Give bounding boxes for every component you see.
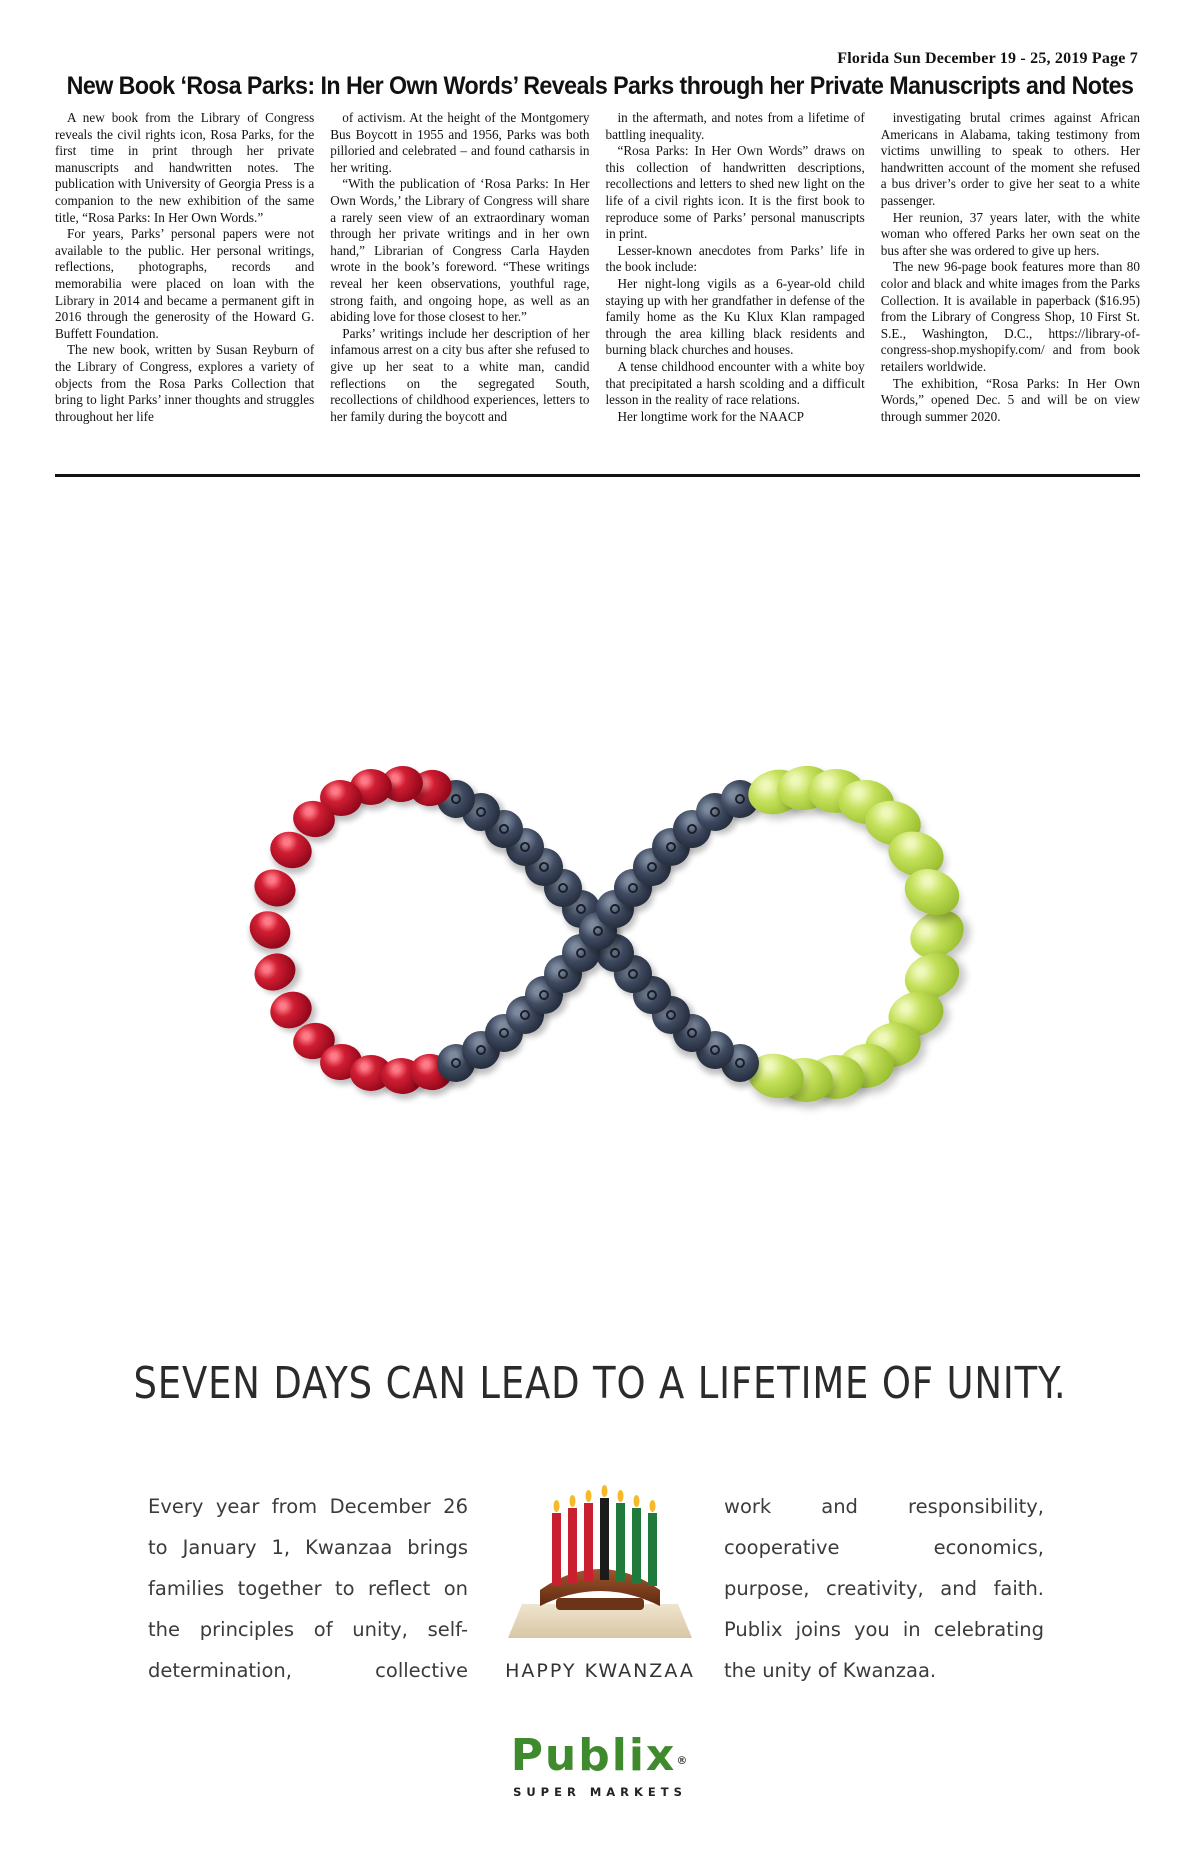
candle-green — [632, 1508, 641, 1584]
article-body — [55, 110, 1140, 425]
paragraph: Her reunion, 37 years later, with the white woman who offered Parks her own seat on the bus after she was ordered to give up hers. — [880, 209, 1140, 258]
candle-green — [616, 1503, 625, 1582]
flame-icon — [554, 1500, 560, 1512]
happy-kwanzaa-text: HAPPY KWANZAA — [505, 1660, 695, 1682]
article-column-1 — [55, 110, 314, 425]
paragraph: “With the publication of ‘Rosa Parks: In Her Own Words,’ the Library of Congress will share a rarely seen view of an extraordinary woman through her private writings and in her own hand,” Librarian of Congress Carla Hayden wrote in the book’s foreword. “These writings reveal her keen observations, youthful rage, strong faith, and ongoing hope, as well as an abiding love for those closest to her.” — [330, 176, 590, 325]
page-folio: Florida Sun December 19 - 25, 2019 Page 7 — [837, 50, 1138, 67]
paragraph: For years, Parks’ personal papers were not available to the public. Her personal writings, reflections, photographs, records and memorabilia were placed on loan with the Library in 2014 and became a permanent gift in 2016 through the generosity of the Howard G. Buffett Foundation. — [55, 226, 315, 341]
ad-copy-right: work and responsibility, cooperative economics, purpose, creativity, and faith. Publix joins you in celebrating the unity of Kwanzaa. — [724, 1495, 1044, 1682]
publix-logo-subtitle: SUPER MARKETS — [513, 1785, 687, 1799]
kinara-icon — [500, 1478, 700, 1648]
cranberry — [243, 904, 297, 956]
publix-logo-word: Publix — [510, 1730, 677, 1781]
flame-icon — [618, 1490, 624, 1502]
flame-icon — [570, 1495, 576, 1507]
candle-red — [584, 1503, 593, 1582]
flame-icon — [602, 1485, 608, 1497]
candle-red — [552, 1513, 561, 1586]
paragraph: A tense childhood encounter with a white boy that precipitated a harsh scolding and a difficult lesson in the reality of race relations. — [605, 358, 865, 408]
paragraph: of activism. At the height of the Montgomery Bus Boycott in 1955 and 1956, Parks was both pilloried and celebrated – and found catharsis in her writing. — [330, 110, 590, 175]
article-column-4 — [881, 110, 1140, 425]
candle-red — [568, 1508, 577, 1584]
paragraph: Her longtime work for the NAACP — [617, 408, 804, 424]
candle-green — [648, 1513, 657, 1586]
cranberry — [249, 947, 302, 997]
paragraph: in the aftermath, and notes from a lifetime of battling inequality. — [605, 110, 865, 142]
paragraph: The exhibition, “Rosa Parks: In Her Own Words,” opened Dec. 5 and will be on view through summer 2020. — [880, 375, 1140, 424]
paragraph: Lesser-known anecdotes from Parks’ life in the book include: — [605, 242, 865, 275]
flame-icon — [650, 1500, 656, 1512]
paragraph: investigating brutal crimes against African Americans in Alabama, taking testimony from victims unwilling to speak to others. Her handwritten account of the moment she refused a bus driver’s order to give her seat to a white passenger. — [880, 110, 1140, 208]
registered-mark: ® — [676, 1754, 690, 1767]
article-headline: New Book ‘Rosa Parks: In Her Own Words’ Reveals Parks through her Private Manuscripts and Notes — [66, 72, 1134, 100]
paragraph: Parks’ writings include her description of her infamous arrest on a city bus after she refused to give up her seat to a white man, candid reflections on the segregated South, recollections of childhood experiences, letters to her family during the boycott and — [330, 325, 590, 424]
article-column-3 — [606, 110, 865, 425]
publix-logo — [0, 1730, 1200, 1799]
paragraph: A new book from the Library of Congress reveals the civil rights icon, Rosa Parks, for the first time in print through her private manuscripts and handwritten notes. The publication with University of Georgia Press is a companion to the new exhibition of the same title, “Rosa Parks: In Her Own Words.” — [55, 110, 315, 225]
section-divider — [55, 474, 1140, 477]
cranberry — [249, 863, 302, 913]
paragraph: “Rosa Parks: In Her Own Words” draws on this collection of handwritten descriptions, recollections and letters to shed new light on the life of a civil rights icon. It is the first book to reproduce some of Parks’ personal manuscripts in print. — [605, 143, 865, 242]
fruit-infinity-artwork — [200, 540, 1000, 1320]
ad-tagline: SEVEN DAYS CAN LEAD TO A LIFETIME OF UNITY. — [133, 1358, 1067, 1409]
candle-black — [600, 1498, 609, 1580]
paragraph: The new 96-page book features more than 80 color and black and white images from the Parks Collection. It is available in paperback ($16.95) from the Library of Congress Shop, 10 First St. S.E., Washington, D.C., https://library-of-congress-shop.myshopify.com/ and from book retailers worldwide. — [880, 259, 1140, 374]
flame-icon — [586, 1490, 592, 1502]
ad-copy-left: Every year from December 26 to January 1, Kwanzaa brings families together to reflect on the principles of unity, self-determination, collective — [148, 1495, 468, 1682]
paragraph: Her night-long vigils as a 6-year-old child staying up with her grandfather in defense of the family home as the Ku Klux Klan rampaged through the area killing black residents and burning black churches and houses. — [605, 275, 865, 358]
article-column-2 — [330, 110, 589, 425]
paragraph: The new book, written by Susan Reyburn of the Library of Congress, explores a variety of objects from the Rosa Parks Collection that bring to light Parks’ inner thoughts and struggles throughout her life — [55, 342, 315, 424]
flame-icon — [634, 1495, 640, 1507]
